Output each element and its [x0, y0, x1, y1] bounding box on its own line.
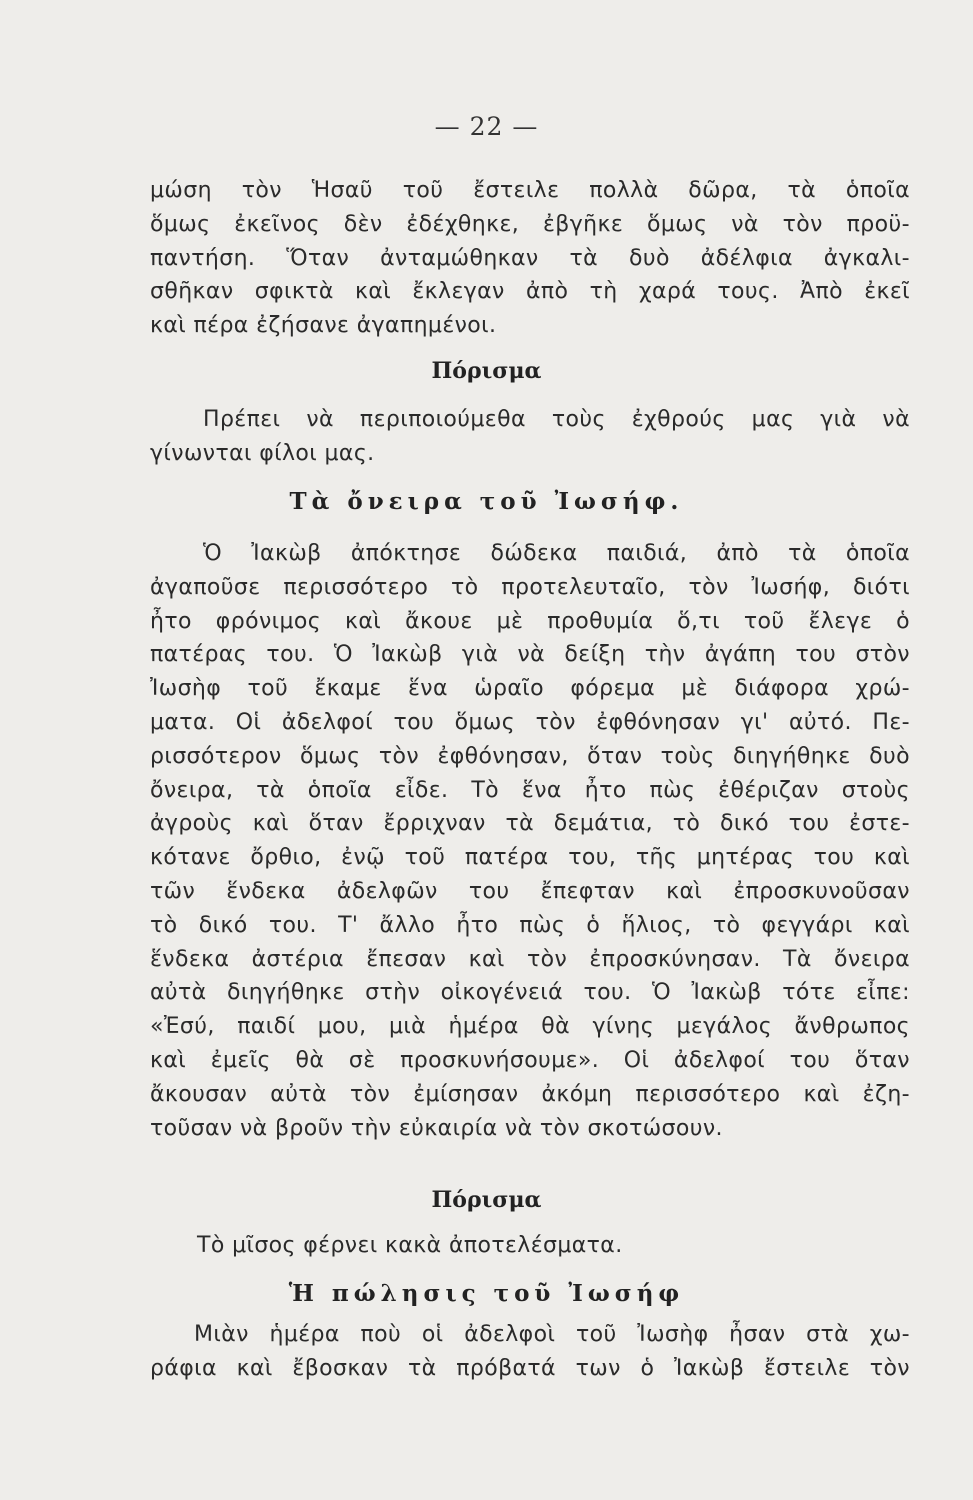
- page-number: — 22 —: [434, 112, 539, 141]
- paragraph-joseph-dreams: [150, 537, 910, 1145]
- text-line: ἄκουσαν αὐτὰ τὸν ἐμίσησαν ἀκόμη περισσότερο καὶ ἐζη-: [150, 1081, 910, 1107]
- text-line: ἀγροὺς καὶ ὅταν ἔρριχναν τὰ δεμάτια, τὸ δικό του ἐστε-: [150, 811, 910, 837]
- text-line: κότανε ὄρθιο, ἐνῷ τοῦ πατέρα του, τῆς μητέρας του καὶ: [150, 845, 910, 871]
- text-line: τὸ δικό του. Τ' ἄλλο ἦτο πὼς ὁ ἥλιος, τὸ φεγγάρι καὶ: [150, 912, 910, 938]
- text-line: καὶ ἐμεῖς θὰ σὲ προσκυνήσουμε». Οἱ ἀδελφοί του ὅταν: [150, 1047, 910, 1073]
- paragraph-esau: [150, 174, 910, 343]
- text-line: πατέρας του. Ὁ Ἰακὼβ γιὰ νὰ δείξη τὴν ἀγάπη του στὸν: [150, 642, 910, 668]
- paragraph-joseph-sale: [150, 1318, 910, 1386]
- text-line: γίνωνται φίλοι μας.: [150, 440, 375, 466]
- paragraph-moral-1: [150, 403, 910, 471]
- text-line: αὐτὰ διηγήθηκε στὴν οἰκογένειά του. Ὁ Ἰακὼβ τότε εἶπε:: [150, 980, 910, 1006]
- text-line: ἦτο φρόνιμος καὶ ἄκουε μὲ προθυμία ὅ,τι τοῦ ἔλεγε ὁ: [150, 608, 910, 634]
- text-line: Μιὰν ἡμέρα ποὺ οἱ ἀδελφοὶ τοῦ Ἰωσὴφ ἦσαν στὰ χω-: [194, 1322, 910, 1347]
- text-line: «Ἐσύ, παιδί μου, μιὰ ἡμέρα θὰ γίνης μεγάλος ἄνθρωπος: [150, 1014, 910, 1040]
- text-line: Πρέπει νὰ περιποιούμεθα τοὺς ἐχθρούς μας γιὰ νὰ: [203, 407, 910, 432]
- text-line: ράφια καὶ ἔβοσκαν τὰ πρόβατά των ὁ Ἰακὼβ ἔστειλε τὸν: [150, 1355, 910, 1381]
- text-line: σθῆκαν σφικτὰ καὶ ἔκλεγαν ἀπὸ τὴ χαρά τους. Ἀπὸ ἐκεῖ: [150, 279, 910, 305]
- text-line: καὶ πέρα ἐζήσανε ἀγαπημένοι.: [150, 313, 497, 339]
- section-heading-dreams: Τὰ ὄνειρα τοῦ Ἰωσήφ.: [289, 488, 684, 515]
- text-line: ματα. Οἱ ἀδελφοί του ὅμως τὸν ἐφθόνησαν γι' αὐτό. Πε-: [150, 709, 910, 735]
- text-line: τοῦσαν νὰ βροῦν τὴν εὐκαιρία νὰ τὸν σκοτώσουν.: [150, 1115, 723, 1141]
- section-heading-porisma-2: Πόρισμα: [431, 1187, 542, 1213]
- text-line: ὅμως ἐκεῖνος δὲν ἐδέχθηκε, ἐβγῆκε ὅμως νὰ τὸν προϋ-: [150, 211, 910, 237]
- section-heading-sale: Ἡ πώλησις τοῦ Ἰωσήφ: [288, 1280, 685, 1307]
- text-line: ρισσότερον ὅμως τὸν ἐφθόνησαν, ὅταν τοὺς διηγήθηκε δυὸ: [150, 743, 910, 769]
- text-line: ἀγαποῦσε περισσότερο τὸ προτελευταῖο, τὸν Ἰωσήφ, διότι: [150, 574, 910, 600]
- text-line: Ἰωσὴφ τοῦ ἔκαμε ἕνα ὡραῖο φόρεμα μὲ διάφορα χρώ-: [150, 676, 910, 702]
- section-heading-porisma: Πόρισμα: [431, 358, 542, 384]
- text-line: ἕνδεκα ἀστέρια ἔπεσαν καὶ τὸν ἐπροσκύνησαν. Τὰ ὄνειρα: [150, 946, 910, 972]
- text-line: Ὁ Ἰακὼβ ἀπόκτησε δώδεκα παιδιά, ἀπὸ τὰ ὁποῖα: [203, 541, 910, 566]
- text-line: τῶν ἕνδεκα ἀδελφῶν του ἔπεφταν καὶ ἐπροσκυνοῦσαν: [150, 878, 910, 904]
- text-line: ὄνειρα, τὰ ὁποῖα εἶδε. Τὸ ἕνα ἦτο πὼς ἐθέριζαν στοὺς: [150, 777, 910, 803]
- paragraph-moral-2: Τὸ μῖσος φέρνει κακὰ ἀποτελέσματα.: [197, 1233, 623, 1258]
- text-line: παντήση. Ὅταν ἀνταμώθηκαν τὰ δυὸ ἀδέλφια ἀγκαλι-: [150, 245, 910, 271]
- text-line: μώση τὸν Ἡσαῦ τοῦ ἔστειλε πολλὰ δῶρα, τὰ ὁποῖα: [150, 178, 910, 203]
